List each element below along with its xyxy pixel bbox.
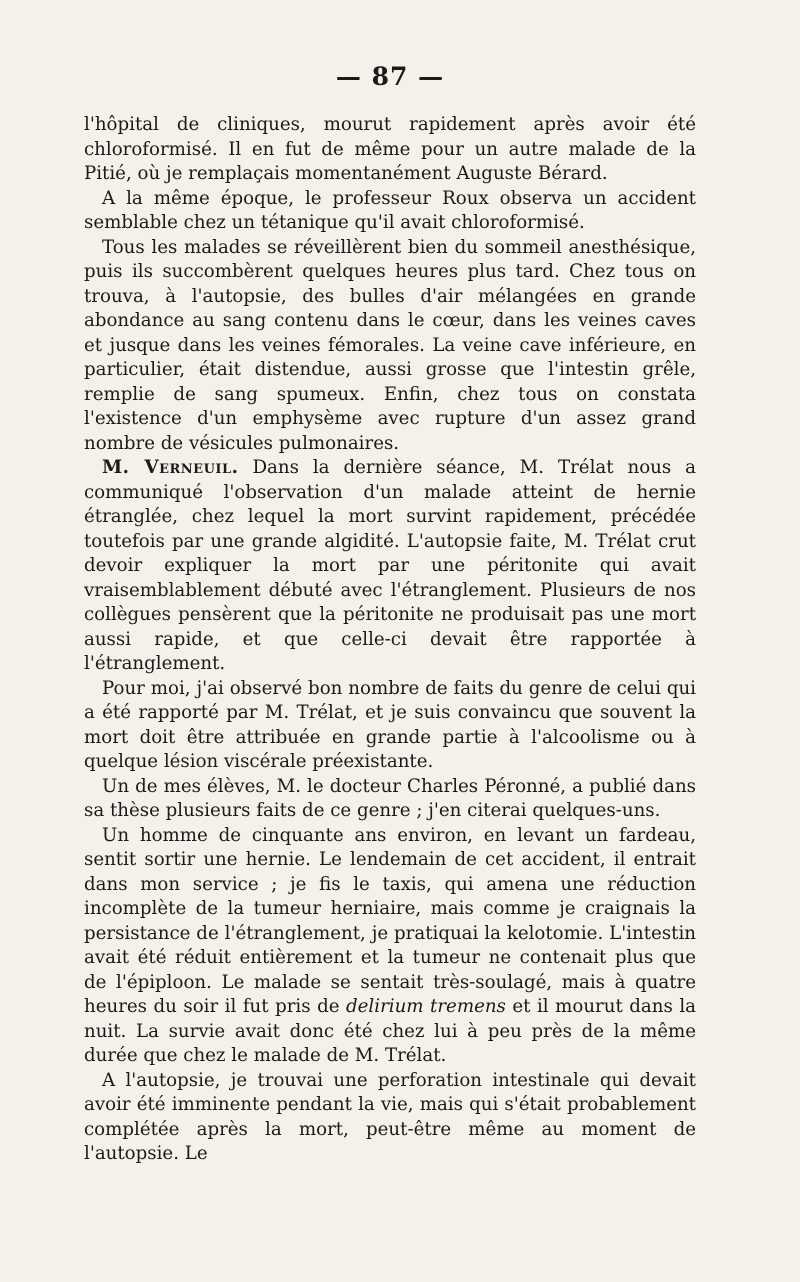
paragraph [84, 1069, 696, 1167]
paragraph [84, 677, 696, 775]
paragraph [84, 187, 696, 236]
paragraph [84, 113, 696, 187]
paragraph [84, 824, 696, 1069]
paragraph-text: Dans la dernière séance, M. Trélat nous a communiqué l'observation d'un malade atteint de hernie étranglée, chez lequel la mort survint rapidement, précédée toutefois par une grande algidité. L'autopsie faite, M. Trélat crut devoir expliquer la mort par une péritonite qui avait vraisemblablement débuté avec l'étranglement. Plusieurs de nos collègues pensèrent que la péritonite ne produisait pas une mort aussi rapide, et que celle-ci devait être rapportée à l'étranglement. [84, 457, 696, 674]
paragraph-text-continued: et il mourut dans la nuit. La survie avait donc été chez lui à peu près de la même durée que chez le malade de M. Trélat. [84, 996, 696, 1066]
paragraph-text: A l'autopsie, je trouvai une perforation intestinale qui devait avoir été imminente pendant la vie, mais qui s'était probablement complétée après la mort, peut-être même au moment de l'autopsie. Le [84, 1069, 696, 1164]
paragraph-text: A la même époque, le professeur Roux observa un accident semblable chez un tétanique qu'il avait chloroformisé. [84, 187, 696, 233]
speaker-name: M. Verneuil. [102, 457, 239, 478]
paragraph-text: Un de mes élèves, M. le docteur Charles Péronné, a publié dans sa thèse plusieurs faits de ce genre ; j'en citerai quelques-uns. [84, 775, 696, 821]
paragraph [84, 775, 696, 824]
paragraph-text: Un homme de cinquante ans environ, en levant un fardeau, sentit sortir une hernie. Le lendemain de cet accident, il entrait dans mon service ; je fis le taxis, qui amena une réduction incomplète de la tumeur herniaire, mais comme je craignais la persistance de l'étranglement, je pratiquai la kelotomie. L'intestin avait été réduit entièrement et la tumeur ne contenait plus que de l'épiploon. Le malade se sentait très-soulagé, mais à quatre heures du soir il fut pris de [84, 824, 696, 1017]
italic-term: delirium tremens [346, 996, 506, 1017]
document-page [84, 62, 696, 1167]
page-number: — 87 — [335, 62, 445, 91]
paragraph-text: Pour moi, j'ai observé bon nombre de faits du genre de celui qui a été rapporté par M. Trélat, et je suis convaincu que souvent la mort doit être attribuée en grande partie à l'alcoolisme ou à quelque lésion viscérale préexistante. [84, 677, 696, 772]
paragraph [84, 456, 696, 677]
paragraph-text: l'hôpital de cliniques, mourut rapidement après avoir été chloroformisé. Il en fut de même pour un autre malade de la Pitié, où je remplaçais momentanément Auguste Bérard. [84, 114, 696, 184]
paragraph [84, 236, 696, 457]
paragraph-text: Tous les malades se réveillèrent bien du sommeil anesthésique, puis ils succombèrent quelques heures plus tard. Chez tous on trouva, à l'autopsie, des bulles d'air mélangées en grande abondance au sang contenu dans le cœur, dans les veines caves et jusque dans les veines fémorales. La veine cave inférieure, en particulier, était distendue, aussi grosse que l'intestin grêle, remplie de sang spumeux. Enfin, chez tous on constata l'existence d'un emphysème avec rupture d'un assez grand nombre de vésicules pulmonaires. [84, 236, 696, 454]
